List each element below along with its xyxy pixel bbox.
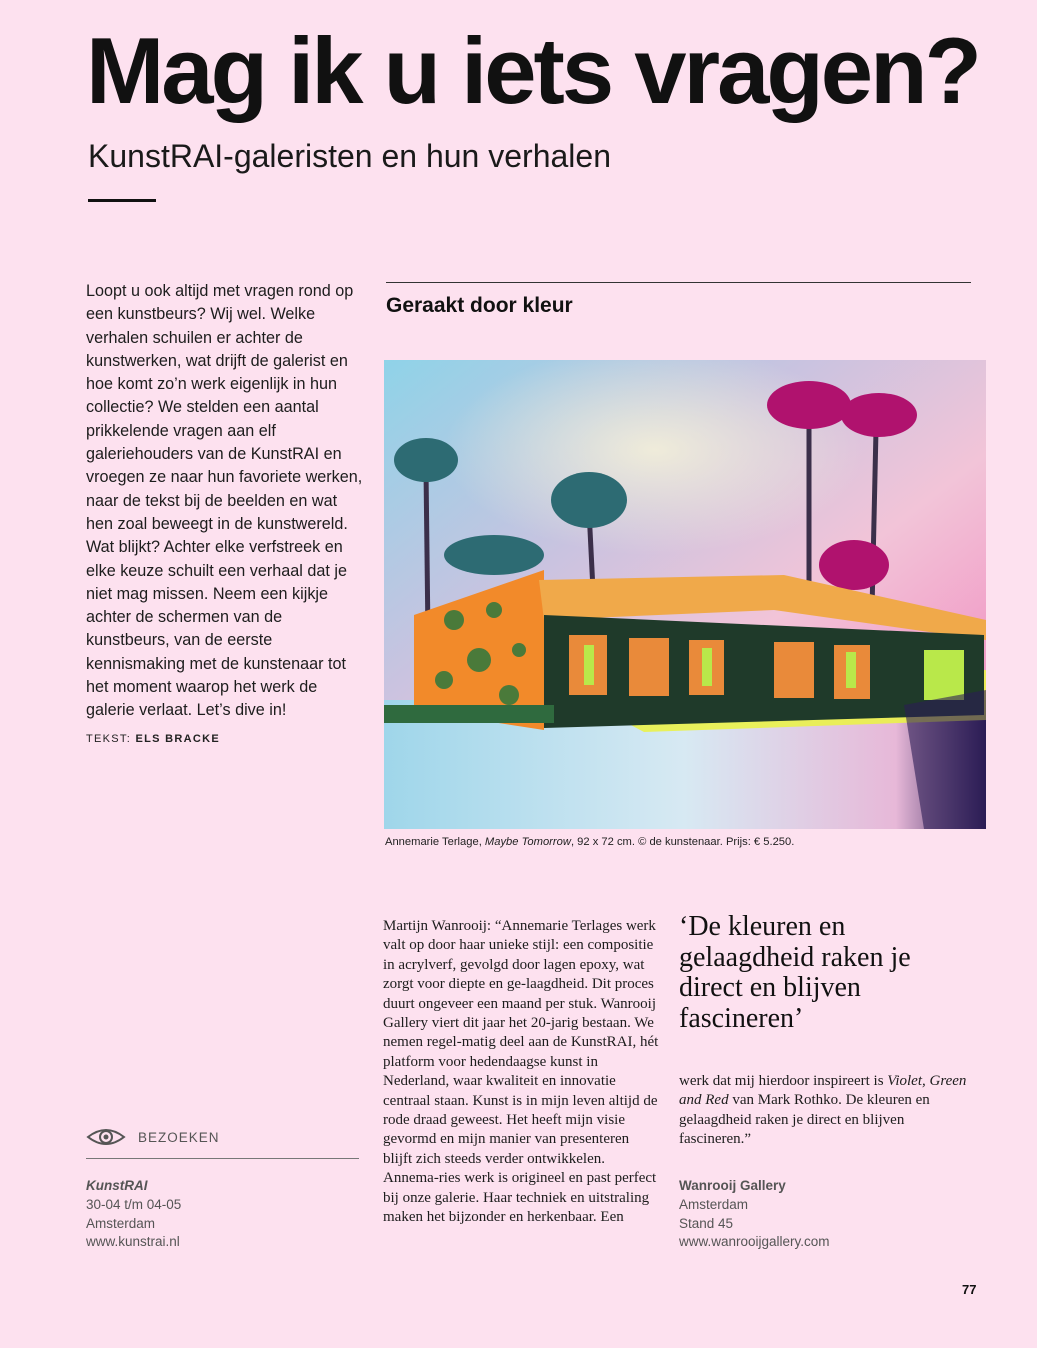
section-heading: Geraakt door kleur	[386, 294, 573, 317]
visit-dates: 30-04 t/m 04-05	[86, 1196, 182, 1212]
visit-header	[86, 1125, 359, 1159]
col2-artwork-title: Violet, Green and Red	[679, 1073, 967, 1109]
visit-website[interactable]: www.kunstrai.nl	[86, 1234, 180, 1250]
section-divider	[386, 282, 971, 283]
caption-artist: Annemarie Terlage,	[385, 836, 482, 848]
author-credit	[86, 733, 220, 745]
caption-details: , 92 x 72 cm. © de kunstenaar. Prijs: € 5.250.	[570, 836, 795, 848]
gallery-name: Wanrooij Gallery	[679, 1178, 786, 1193]
article-column-2	[679, 1072, 969, 1150]
visit-city: Amsterdam	[86, 1215, 156, 1231]
credit-name: ELS BRACKE	[135, 733, 220, 745]
gallery-city: Amsterdam	[679, 1196, 749, 1212]
credit-label: TEKST:	[86, 733, 132, 745]
intro-paragraph: Loopt u ook altijd met vragen rond op een kunstbeurs? Wij wel. Welke verhalen schuilen er achter de kunstwerken, wat drijft de galerist en hoe komt zo’n werk eigenlijk in hun collectie? We stelden een aantal prikkelende vragen aan elf galeriehouders van de KunstRAI en vroegen ze naar hun favoriete werken, naar de tekst bij de beelden en wat hen zoal beweegt in de kunstwereld. Wat blijkt? Achter elke verfstreek en elke keuze schuilt een verhaal dat je niet mag missen. Neem een kijkje achter de schermen van de kunstbeurs, van de eerste kennismaking met de kunstenaar tot het moment waarop het werk de galerie verlaat. Let’s dive in!	[86, 282, 363, 720]
visit-label: BEZOEKEN	[138, 1130, 220, 1145]
eye-icon	[86, 1125, 126, 1149]
gallery-info	[679, 1177, 830, 1252]
title-divider	[88, 199, 156, 202]
col2-text-before: werk dat mij hierdoor inspireert is	[679, 1073, 888, 1089]
gallery-website[interactable]: www.wanrooijgallery.com	[679, 1234, 830, 1250]
col2-text-after: van Mark Rothko. De kleuren en gelaagdheid raken je direct en blijven fascineren.”	[679, 1092, 930, 1148]
visit-info	[86, 1177, 181, 1252]
article-column-1: Martijn Wanrooij: “Annemarie Terlages werk valt op door haar unieke stijl: een compositie in acrylverf, gevolgd door lagen epoxy, wat zorgt voor diepte en ge-laagdheid. Dit proces duurt ongeveer een maand per stuk. Wanrooij Gallery viert dit jaar het 20-jarig bestaan. We nemen regel-matig deel aan de KunstRAI, hét platform voor hedendaagse kunst in Nederland, waar kwaliteit en innovatie centraal staan. Kunst is in mijn leven altijd de rode draad geweest. Het heeft mijn visie gevormd en mijn manier van presenteren blijft zich steeds verder ontwikkelen. Annema-ries werk is origineel en past perfect bij onze galerie. Haar techniek en uitstraling maken het bijzonder en herkenbaar. Een	[383, 918, 659, 1226]
gallery-stand: Stand 45	[679, 1215, 734, 1231]
artwork-caption	[385, 836, 794, 848]
visit-event-name: KunstRAI	[86, 1178, 148, 1193]
page-subtitle: KunstRAI-galeristen en hun verhalen	[88, 138, 611, 174]
page-number: 77	[962, 1282, 977, 1297]
caption-title: Maybe Tomorrow	[484, 836, 571, 848]
page-title: Mag ik u iets vragen?	[86, 18, 979, 123]
artwork-image	[384, 360, 986, 829]
pull-quote: ‘De kleuren en gelaagdheid raken je direct en blijven fascineren’	[679, 911, 911, 1034]
